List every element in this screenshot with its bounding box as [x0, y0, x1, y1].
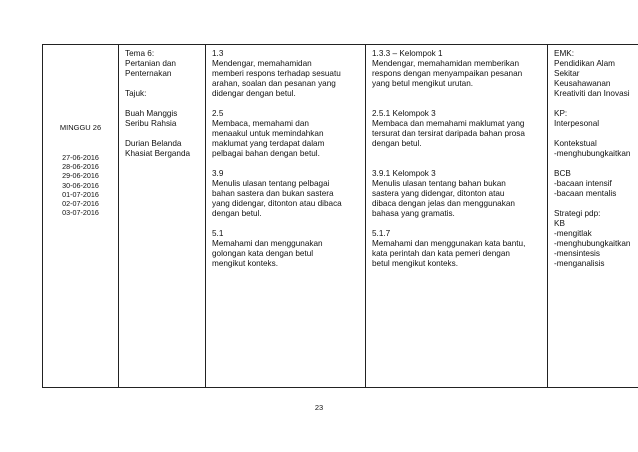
- standard-line: Mendengar, memahamidan: [212, 59, 312, 68]
- week-cell: [43, 45, 119, 388]
- date-item: 02-07-2016: [62, 199, 99, 209]
- title-block: [125, 139, 199, 159]
- title-block: [125, 109, 199, 129]
- lesson-plan-table: [42, 44, 638, 388]
- learning-block: [372, 109, 541, 149]
- theme-cell: [119, 45, 206, 388]
- standard-line: 1.3: [212, 49, 224, 58]
- learning-block: [372, 229, 541, 269]
- notes-line: -mengitlak: [554, 229, 592, 238]
- notes-block: [554, 139, 638, 159]
- learning-line: dibaca dengan jelas dan menggunakan: [372, 199, 515, 208]
- learning-line: 5.1.7: [372, 229, 391, 238]
- date-item: 30-06-2016: [62, 180, 99, 190]
- notes-line: -menganalisis: [554, 259, 605, 268]
- theme-line: Pertanian dan: [125, 59, 176, 68]
- standard-line: golongan kata dengan betul: [212, 249, 314, 258]
- standard-line: Menulis ulasan tentang pelbagai: [212, 179, 330, 188]
- standard-line: 2.5: [212, 109, 224, 118]
- theme-line: Tema 6:: [125, 49, 155, 58]
- learning-line: 3.9.1 Kelompok 3: [372, 169, 436, 178]
- notes-line: Kreativiti dan Inovasi: [554, 89, 630, 98]
- standard-line: bahan sastera dan bukan sastera: [212, 189, 334, 198]
- learning-line: 1.3.3 – Kelompok 1: [372, 49, 443, 58]
- notes-line: -menghubungkaitkan: [554, 239, 631, 248]
- notes-line: Keusahawanan: [554, 79, 611, 88]
- learning-line: bahasa yang gramatis.: [372, 209, 455, 218]
- title-line: Khasiat Berganda: [125, 149, 191, 158]
- notes-line: -bacaan mentalis: [554, 189, 617, 198]
- learning-line: tersurat dan tersirat daripada bahan prosa: [372, 129, 525, 138]
- standard-line: mengikut konteks.: [212, 259, 278, 268]
- title-line: Buah Manggis: [125, 109, 178, 118]
- date-item: 29-06-2016: [62, 171, 99, 181]
- learning-line: yang betul mengikut urutan.: [372, 79, 474, 88]
- learning-standard-cell: [366, 45, 548, 388]
- title-label: Tajuk:: [125, 89, 147, 98]
- theme-block: [125, 49, 199, 79]
- learning-block: [372, 49, 541, 89]
- learning-line: dengan betul.: [372, 139, 422, 148]
- title-label-block: [125, 89, 199, 99]
- learning-line: respons dengan menyampaikan pesanan: [372, 69, 523, 78]
- standard-line: memberi respons terhadap sesuatu: [212, 69, 341, 78]
- notes-line: -mensintesis: [554, 249, 600, 258]
- learning-line: sastera yang didengar, ditonton atau: [372, 189, 505, 198]
- learning-line: Membaca dan memahami maklumat yang: [372, 119, 525, 128]
- notes-line: Kontekstual: [554, 139, 597, 148]
- notes-line: Interpesonal: [554, 119, 600, 128]
- notes-line: Strategi pdp:: [554, 209, 601, 218]
- standard-line: menaakul untuk memindahkan: [212, 129, 324, 138]
- standard-block: [212, 229, 359, 269]
- standard-line: arahan, soalan dan pesanan yang: [212, 79, 336, 88]
- notes-line: Sekitar: [554, 69, 580, 78]
- date-item: 27-06-2016: [62, 153, 99, 162]
- week-label: MINGGU 26: [59, 123, 102, 132]
- notes-line: BCB: [554, 169, 571, 178]
- notes-line: KB: [554, 219, 565, 228]
- notes-block: [554, 109, 638, 129]
- standard-line: dengan betul.: [212, 209, 262, 218]
- table-row: [43, 45, 638, 388]
- title-line: Durian Belanda: [125, 139, 182, 148]
- learning-line: 2.5.1 Kelompok 3: [372, 109, 436, 118]
- page-number: 23: [314, 403, 324, 412]
- notes-block: [554, 49, 638, 99]
- standard-line: 3.9: [212, 169, 224, 178]
- standard-line: Membaca, memahami dan: [212, 119, 309, 128]
- notes-block: [554, 169, 638, 199]
- standard-line: 5.1: [212, 229, 224, 238]
- notes-line: Pendidikan Alam: [554, 59, 615, 68]
- standard-line: pelbagai bahan dengan betul.: [212, 149, 320, 158]
- learning-line: Memahami dan menggunakan kata bantu,: [372, 239, 526, 248]
- standard-block: [212, 169, 359, 219]
- standard-line: didengar dengan betul.: [212, 89, 296, 98]
- title-line: Seribu Rahsia: [125, 119, 177, 128]
- content-standard-cell: [206, 45, 366, 388]
- notes-line: -bacaan intensif: [554, 179, 612, 188]
- standard-block: [212, 109, 359, 159]
- standard-block: [212, 49, 359, 99]
- date-item: 01-07-2016: [62, 189, 99, 199]
- notes-line: -menghubungkaitkan: [554, 149, 631, 158]
- standard-line: yang didengar, ditonton atau dibaca: [212, 199, 342, 208]
- date-list: [49, 153, 112, 217]
- learning-line: kata perintah dan kata pemeri dengan: [372, 249, 510, 258]
- learning-block: [372, 169, 541, 219]
- standard-line: Memahami dan menggunakan: [212, 239, 323, 248]
- standard-line: maklumat yang terdapat dalam: [212, 139, 325, 148]
- theme-line: Penternakan: [125, 69, 172, 78]
- notes-block: [554, 209, 638, 269]
- date-item: 03-07-2016: [62, 208, 99, 218]
- learning-line: Menulis ulasan tentang bahan bukan: [372, 179, 506, 188]
- notes-line: EMK:: [554, 49, 575, 58]
- notes-line: KP:: [554, 109, 568, 118]
- learning-line: betul mengikut konteks.: [372, 259, 459, 268]
- learning-line: Mendengar, memahamidan memberikan: [372, 59, 519, 68]
- notes-cell: [548, 45, 638, 388]
- date-item: 28-06-2016: [62, 162, 99, 172]
